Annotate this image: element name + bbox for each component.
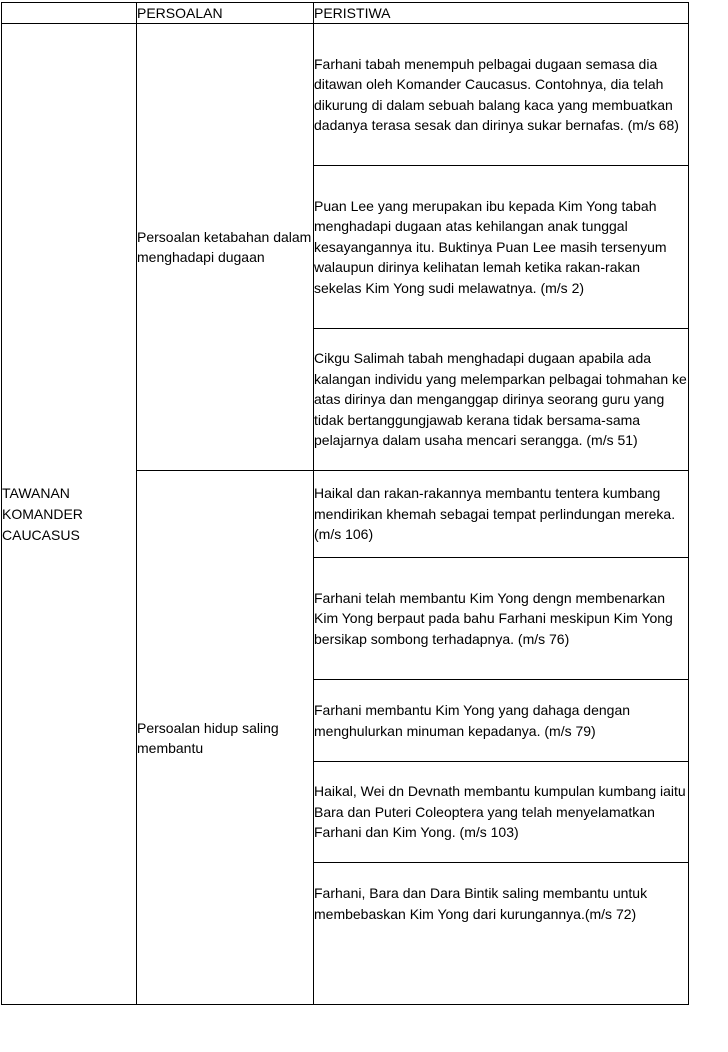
event-text: Haikal, Wei dn Devnath membantu kumpulan kumbang iaitu Bara dan Puteri Coleoptera yang telah menyelamatkan Farhani dan Kim Yong. (m/s 103) [314,783,686,841]
event-text: Farhani, Bara dan Dara Bintik saling membantu untuk membebaskan Kim Yong dari kurungannya.(m/s 72) [314,885,648,922]
header-novel [2,3,137,24]
table-row [2,24,689,166]
header-row [2,3,689,24]
novel-title-cell [2,24,137,1005]
event-text: Haikal dan rakan-rakannya membantu tentera kumbang mendirikan khemah sebagai tempat perlindungan mereka. (m/s 106) [314,485,676,543]
event-cell [314,762,689,863]
event-cell [314,471,689,558]
issue-ketabahan: Persoalan ketabahan dalam menghadapi dugaan [137,229,312,265]
issue-cell-ketabahan [137,24,314,471]
event-text: Farhani membantu Kim Yong yang dahaga dengan menghulurkan minuman kepadanya. (m/s 79) [314,702,631,739]
event-cell [314,24,689,166]
event-cell [314,558,689,680]
event-cell [314,863,689,1005]
event-cell [314,166,689,329]
issue-membantu: Persoalan hidup saling membantu [137,719,279,756]
event-cell [314,680,689,762]
header-peristiwa: PERISTIWA [314,3,689,24]
event-text: Farhani telah membantu Kim Yong dengn membenarkan Kim Yong berpaut pada bahu Farhani meskipun Kim Yong bersikap sombong terhadapnya. (m/s 76) [314,589,673,647]
event-text: Puan Lee yang merupakan ibu kepada Kim Yong tabah menghadapi dugaan atas kehilangan anak tunggal kesayangannya itu. Buktinya Puan Lee masih tersenyum walaupun dirinya kelihatan lemah ketika rakan-rakan sekelas Kim Yong sudi melawatnya. (m/s 2) [314,197,667,296]
issue-cell-membantu [137,471,314,1005]
novel-title: TAWANAN KOMANDER CAUCASUS [2,484,83,543]
persoalan-peristiwa-table [1,2,689,1005]
event-text: Farhani tabah menempuh pelbagai dugaan semasa dia ditawan oleh Komander Caucasus. Contohnya, dia telah dikurung di dalam sebuah balang kaca yang membuatkan dadanya terasa sesak dan dirinya sukar bernafas. (m/s 68) [314,55,679,133]
event-text: Cikgu Salimah tabah menghadapi dugaan apabila ada kalangan individu yang melemparkan pelbagai tohmahan ke atas dirinya dan menganggap dirinya seorang guru yang tidak bertanggungjawab kerana tidak bersama-sama pelajarnya dalam usaha mencari serangga. (m/s 51) [314,350,687,449]
header-persoalan: PERSOALAN [137,3,314,24]
event-cell [314,329,689,471]
